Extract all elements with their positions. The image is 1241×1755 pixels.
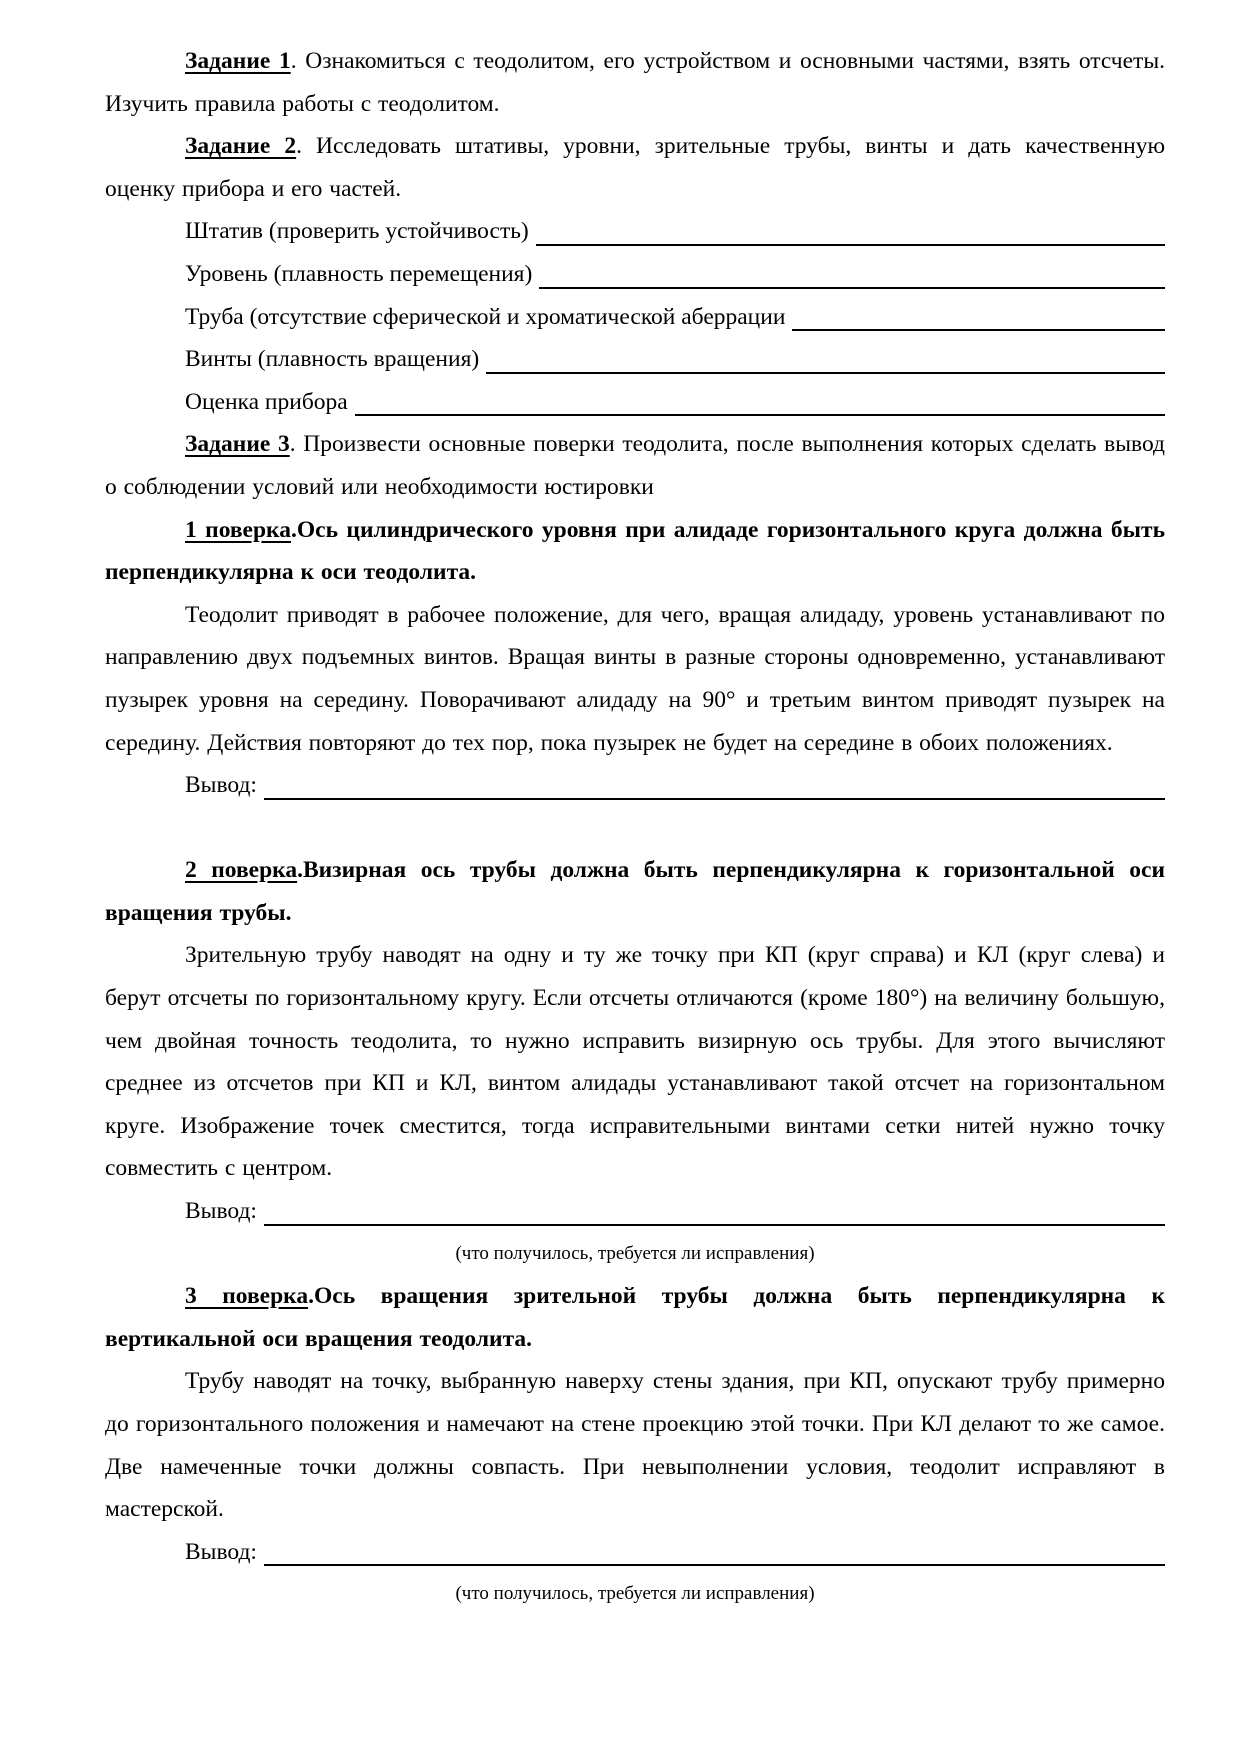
blank-line bbox=[264, 1531, 1165, 1567]
check-line-truba-label: Труба (отсутствие сферической и хроматической аберрации bbox=[185, 303, 786, 330]
check-1-conclusion-line bbox=[185, 764, 1165, 807]
task-2-paragraph bbox=[105, 125, 1165, 210]
blank-line bbox=[792, 296, 1165, 332]
check-2-caption: (что получилось, требуется ли исправления) bbox=[455, 1242, 815, 1264]
blank-line bbox=[264, 764, 1165, 800]
check-line-otsenka bbox=[185, 381, 1165, 424]
check-1-title: Ось цилиндрического уровня при алидаде горизонтального круга должна быть перпендикулярна к оси теодолита. bbox=[105, 516, 1165, 586]
check-1-body: Теодолит приводят в рабочее положение, для чего, вращая алидаду, уровень устанавливают по направлению двух подъемных винтов. Вращая винты в разные стороны одновременно, устанавливают пузырек уровня на середину. Поворачивают алидаду на 90° и третьим винтом приводят пузырек на середину. Действия повторяют до тех пор, пока пузырек не будет на середине в обоих положениях. bbox=[105, 601, 1165, 756]
check-2-conclusion-line bbox=[185, 1190, 1165, 1233]
check-2-heading bbox=[105, 849, 1165, 934]
check-3-conclusion-line bbox=[185, 1531, 1165, 1574]
check-3-title: Ось вращения зрительной трубы должна быть перпендикулярна к вертикальной оси вращения теодолита. bbox=[105, 1283, 1165, 1352]
check-1-conclusion-label: Вывод: bbox=[185, 772, 257, 799]
check-3-heading bbox=[105, 1275, 1165, 1360]
check-1-number: 1 поверка bbox=[185, 516, 291, 543]
task-2-separator: . bbox=[296, 133, 317, 160]
check-1-heading bbox=[105, 509, 1165, 594]
check-2-conclusion-label: Вывод: bbox=[185, 1198, 257, 1225]
check-3-number: 3 поверка bbox=[185, 1283, 309, 1310]
blank-line bbox=[536, 210, 1165, 246]
check-2-dot: . bbox=[297, 857, 303, 884]
check-3-body: Трубу наводят на точку, выбранную наверху стены здания, при КП, опускают трубу примерно до горизонтального положения и намечают на стене проекцию этой точки. При КЛ делают то же самое. Две намеченные точки должны совпасть. При невыполнении условия, теодолит исправляют в мастерской. bbox=[105, 1368, 1165, 1523]
task-2-label: Задание 2 bbox=[185, 133, 297, 160]
check-2-title: Визирная ось трубы должна быть перпендикулярна к горизонтальной оси вращения трубы. bbox=[105, 857, 1165, 926]
task-1-label: Задание 1 bbox=[185, 48, 291, 74]
check-2-number: 2 поверка bbox=[185, 857, 298, 884]
task-3-separator: . bbox=[289, 431, 304, 458]
blank-line bbox=[539, 253, 1165, 289]
check-line-uroven bbox=[185, 253, 1165, 296]
check-1-dot: . bbox=[291, 516, 297, 543]
task-2-text: Исследовать штативы, уровни, зрительные трубы, винты и дать качественную оценку прибора и его частей. bbox=[105, 133, 1166, 202]
task-3-text: Произвести основные поверки теодолита, после выполнения которых сделать вывод о соблюдении условий или необходимости юстировки bbox=[105, 431, 1166, 500]
check-3-conclusion-label: Вывод: bbox=[185, 1538, 257, 1565]
check-line-otsenka-label: Оценка прибора bbox=[185, 388, 348, 415]
blank-line bbox=[264, 1190, 1165, 1226]
blank-line bbox=[486, 338, 1165, 374]
empty-line bbox=[105, 807, 1165, 850]
task-1-separator: . bbox=[290, 48, 306, 74]
check-3-dot: . bbox=[308, 1283, 314, 1310]
check-2-body: Зрительную трубу наводят на одну и ту же точку при КП (круг справа) и КЛ (круг слева) и берут отсчеты по горизонтальному кругу. Если отсчеты отличаются (кроме 180°) на величину большую, чем двойная точность теодолита, то нужно исправить визирную ось трубы. Для этого вычисляют среднее из отсчетов при КП и КЛ, винтом алидады устанавливают такой отсчет на горизонтальном круге. Изображение точек сместится, тогда исправительными винтами сетки нитей нужно точку совместить с центром. bbox=[105, 942, 1165, 1182]
check-line-shtativ-label: Штатив (проверить устойчивость) bbox=[185, 218, 529, 245]
check-3-caption: (что получилось, требуется ли исправления) bbox=[455, 1583, 815, 1605]
check-line-vinty-label: Винты (плавность вращения) bbox=[185, 346, 480, 373]
task-1-paragraph bbox=[105, 40, 1165, 125]
task-3-label: Задание 3 bbox=[185, 431, 290, 458]
blank-line bbox=[355, 381, 1165, 417]
check-line-uroven-label: Уровень (плавность перемещения) bbox=[185, 260, 533, 287]
check-line-vinty bbox=[185, 338, 1165, 381]
check-line-truba bbox=[185, 296, 1165, 339]
task-1-text: Ознакомиться с теодолитом, его устройством и основными частями, взять отсчеты. Изучить правила работы с теодолитом. bbox=[105, 48, 1165, 117]
task-3-paragraph bbox=[105, 423, 1165, 508]
check-line-shtativ bbox=[185, 210, 1165, 253]
